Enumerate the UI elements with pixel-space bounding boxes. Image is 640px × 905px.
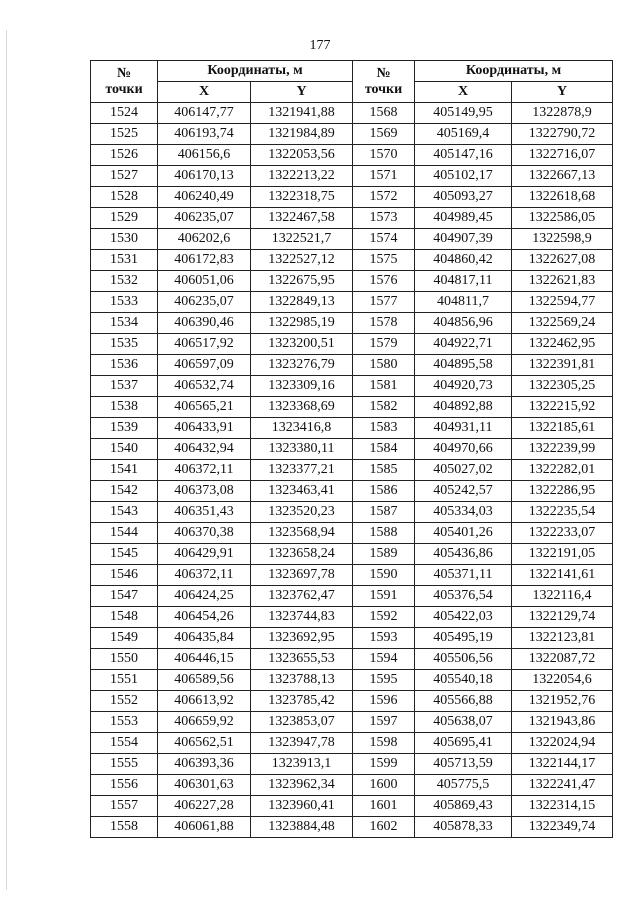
table-row [91, 439, 613, 460]
point-number-cell: 1541 [91, 460, 158, 481]
y-coordinate-cell: 1322849,13 [251, 292, 353, 313]
table-row [91, 649, 613, 670]
y-coordinate-cell: 1323762,47 [251, 586, 353, 607]
point-number-cell: 1551 [91, 670, 158, 691]
y-coordinate-cell: 1321984,89 [251, 124, 353, 145]
y-coordinate-cell: 1322716,07 [512, 145, 613, 166]
point-number-cell: 1568 [353, 103, 415, 124]
y-coordinate-cell: 1323200,51 [251, 334, 353, 355]
y-coordinate-cell: 1322144,17 [512, 754, 613, 775]
x-coordinate-cell: 406170,13 [158, 166, 251, 187]
table-row [91, 229, 613, 250]
x-header-left: X [158, 82, 251, 103]
x-coordinate-cell: 406235,07 [158, 292, 251, 313]
x-coordinate-cell: 406659,92 [158, 712, 251, 733]
point-number-cell: 1581 [353, 376, 415, 397]
table-row [91, 796, 613, 817]
point-number-cell: 1594 [353, 649, 415, 670]
y-coordinate-cell: 1322053,56 [251, 145, 353, 166]
y-coordinate-cell: 1323960,41 [251, 796, 353, 817]
point-number-cell: 1570 [353, 145, 415, 166]
x-coordinate-cell: 405540,18 [415, 670, 512, 691]
point-number-cell: 1577 [353, 292, 415, 313]
point-number-cell: 1571 [353, 166, 415, 187]
point-label: точки [105, 82, 143, 97]
point-number-cell: 1549 [91, 628, 158, 649]
x-coordinate-cell: 406565,21 [158, 397, 251, 418]
point-number-cell: 1553 [91, 712, 158, 733]
x-coordinate-cell: 405506,56 [415, 649, 512, 670]
y-coordinate-cell: 1323697,78 [251, 565, 353, 586]
point-number-cell: 1599 [353, 754, 415, 775]
point-number-cell: 1534 [91, 313, 158, 334]
y-coordinate-cell: 1322305,25 [512, 376, 613, 397]
x-coordinate-cell: 406240,49 [158, 187, 251, 208]
y-coordinate-cell: 1323309,16 [251, 376, 353, 397]
y-coordinate-cell: 1322675,95 [251, 271, 353, 292]
table-row [91, 586, 613, 607]
point-number-cell: 1529 [91, 208, 158, 229]
page-number: 177 [309, 38, 331, 53]
y-coordinate-cell: 1323785,42 [251, 691, 353, 712]
point-number-cell: 1537 [91, 376, 158, 397]
point-number-cell: 1542 [91, 481, 158, 502]
x-coordinate-cell: 405713,59 [415, 754, 512, 775]
table-row [91, 607, 613, 628]
y-coordinate-cell: 1322790,72 [512, 124, 613, 145]
y-coordinate-cell: 1322318,75 [251, 187, 353, 208]
table-row [91, 691, 613, 712]
y-coordinate-cell: 1322314,15 [512, 796, 613, 817]
x-coordinate-cell: 404860,42 [415, 250, 512, 271]
point-number-header-left [91, 61, 158, 103]
point-number-cell: 1531 [91, 250, 158, 271]
y-coordinate-cell: 1322191,05 [512, 544, 613, 565]
point-number-cell: 1586 [353, 481, 415, 502]
point-number-cell: 1527 [91, 166, 158, 187]
x-coordinate-cell: 405376,54 [415, 586, 512, 607]
y-coordinate-cell: 1322129,74 [512, 607, 613, 628]
x-coordinate-cell: 406372,11 [158, 460, 251, 481]
point-number-cell: 1525 [91, 124, 158, 145]
coordinates-table [90, 60, 613, 838]
point-number-cell: 1574 [353, 229, 415, 250]
point-number-cell: 1595 [353, 670, 415, 691]
y-coordinate-cell: 1322569,24 [512, 313, 613, 334]
y-coordinate-cell: 1323947,78 [251, 733, 353, 754]
point-number-cell: 1526 [91, 145, 158, 166]
table-row [91, 250, 613, 271]
x-coordinate-cell: 406172,83 [158, 250, 251, 271]
x-coordinate-cell: 406562,51 [158, 733, 251, 754]
x-coordinate-cell: 404931,11 [415, 418, 512, 439]
x-coordinate-cell: 406532,74 [158, 376, 251, 397]
y-coordinate-cell: 1322213,22 [251, 166, 353, 187]
x-coordinate-cell: 406227,28 [158, 796, 251, 817]
y-coordinate-cell: 1323744,83 [251, 607, 353, 628]
x-coordinate-cell: 404989,45 [415, 208, 512, 229]
x-coordinate-cell: 406446,15 [158, 649, 251, 670]
y-coordinate-cell: 1322123,81 [512, 628, 613, 649]
x-coordinate-cell: 405371,11 [415, 565, 512, 586]
point-number-cell: 1590 [353, 565, 415, 586]
x-coordinate-cell: 405869,43 [415, 796, 512, 817]
point-number-cell: 1539 [91, 418, 158, 439]
point-number-cell: 1587 [353, 502, 415, 523]
y-coordinate-cell: 1323658,24 [251, 544, 353, 565]
point-number-cell: 1524 [91, 103, 158, 124]
x-coordinate-cell: 405422,03 [415, 607, 512, 628]
point-number-cell: 1573 [353, 208, 415, 229]
table-row [91, 628, 613, 649]
y-coordinate-cell: 1323568,94 [251, 523, 353, 544]
x-coordinate-cell: 405566,88 [415, 691, 512, 712]
x-coordinate-cell: 405401,26 [415, 523, 512, 544]
y-coordinate-cell: 1323377,21 [251, 460, 353, 481]
table-row [91, 481, 613, 502]
y-coordinate-cell: 1322215,92 [512, 397, 613, 418]
x-coordinate-cell: 406589,56 [158, 670, 251, 691]
y-coordinate-cell: 1322627,08 [512, 250, 613, 271]
point-number-cell: 1535 [91, 334, 158, 355]
y-coordinate-cell: 1323853,07 [251, 712, 353, 733]
point-number-cell: 1538 [91, 397, 158, 418]
x-coordinate-cell: 406613,92 [158, 691, 251, 712]
x-coordinate-cell: 406454,26 [158, 607, 251, 628]
coordinates-header-left: Координаты, м [158, 61, 353, 82]
y-coordinate-cell: 1323692,95 [251, 628, 353, 649]
point-number-cell: 1592 [353, 607, 415, 628]
table-row [91, 754, 613, 775]
table-row [91, 544, 613, 565]
x-header-right: X [415, 82, 512, 103]
table-row [91, 775, 613, 796]
point-number-cell: 1589 [353, 544, 415, 565]
x-coordinate-cell: 406597,09 [158, 355, 251, 376]
y-coordinate-cell: 1322594,77 [512, 292, 613, 313]
scan-edge-line [6, 30, 7, 890]
x-coordinate-cell: 406061,88 [158, 817, 251, 838]
x-coordinate-cell: 405102,17 [415, 166, 512, 187]
y-coordinate-cell: 1323368,69 [251, 397, 353, 418]
point-number-header-right [353, 61, 415, 103]
point-number-cell: 1555 [91, 754, 158, 775]
y-coordinate-cell: 1322116,4 [512, 586, 613, 607]
y-coordinate-cell: 1322527,12 [251, 250, 353, 271]
y-coordinate-cell: 1322667,13 [512, 166, 613, 187]
point-number-cell: 1580 [353, 355, 415, 376]
x-coordinate-cell: 405334,03 [415, 502, 512, 523]
point-number-cell: 1548 [91, 607, 158, 628]
y-coordinate-cell: 1322467,58 [251, 208, 353, 229]
point-number-cell: 1558 [91, 817, 158, 838]
x-coordinate-cell: 404920,73 [415, 376, 512, 397]
y-coordinate-cell: 1322282,01 [512, 460, 613, 481]
x-coordinate-cell: 406373,08 [158, 481, 251, 502]
table-row [91, 355, 613, 376]
x-coordinate-cell: 405027,02 [415, 460, 512, 481]
x-coordinate-cell: 406435,84 [158, 628, 251, 649]
x-coordinate-cell: 406390,46 [158, 313, 251, 334]
point-number-cell: 1557 [91, 796, 158, 817]
table-row [91, 208, 613, 229]
point-number-cell: 1547 [91, 586, 158, 607]
y-coordinate-cell: 1322286,95 [512, 481, 613, 502]
x-coordinate-cell: 405878,33 [415, 817, 512, 838]
y-coordinate-cell: 1322141,61 [512, 565, 613, 586]
table-row [91, 523, 613, 544]
coordinates-header-right: Координаты, м [415, 61, 613, 82]
point-number-cell: 1533 [91, 292, 158, 313]
y-coordinate-cell: 1322054,6 [512, 670, 613, 691]
y-coordinate-cell: 1322349,74 [512, 817, 613, 838]
x-coordinate-cell: 406370,38 [158, 523, 251, 544]
x-coordinate-cell: 405169,4 [415, 124, 512, 145]
table-row [91, 124, 613, 145]
x-coordinate-cell: 404811,7 [415, 292, 512, 313]
x-coordinate-cell: 406372,11 [158, 565, 251, 586]
x-coordinate-cell: 405149,95 [415, 103, 512, 124]
x-coordinate-cell: 405495,19 [415, 628, 512, 649]
table-row [91, 670, 613, 691]
point-number-cell: 1584 [353, 439, 415, 460]
number-symbol: № [116, 66, 132, 81]
x-coordinate-cell: 406351,43 [158, 502, 251, 523]
table-row [91, 817, 613, 838]
x-coordinate-cell: 406432,94 [158, 439, 251, 460]
x-coordinate-cell: 406393,36 [158, 754, 251, 775]
point-number-cell: 1543 [91, 502, 158, 523]
point-number-cell: 1530 [91, 229, 158, 250]
point-label: точки [364, 82, 403, 97]
y-header-left: Y [251, 82, 353, 103]
point-number-cell: 1556 [91, 775, 158, 796]
y-coordinate-cell: 1322241,47 [512, 775, 613, 796]
x-coordinate-cell: 405093,27 [415, 187, 512, 208]
table-row [91, 103, 613, 124]
point-number-cell: 1588 [353, 523, 415, 544]
table-row [91, 460, 613, 481]
x-coordinate-cell: 405242,57 [415, 481, 512, 502]
point-number-cell: 1528 [91, 187, 158, 208]
table-row [91, 166, 613, 187]
y-coordinate-cell: 1322598,9 [512, 229, 613, 250]
x-coordinate-cell: 405775,5 [415, 775, 512, 796]
x-coordinate-cell: 405695,41 [415, 733, 512, 754]
y-coordinate-cell: 1322235,54 [512, 502, 613, 523]
y-coordinate-cell: 1322185,61 [512, 418, 613, 439]
table-row [91, 565, 613, 586]
x-coordinate-cell: 405638,07 [415, 712, 512, 733]
y-coordinate-cell: 1322024,94 [512, 733, 613, 754]
point-number-cell: 1536 [91, 355, 158, 376]
x-coordinate-cell: 404892,88 [415, 397, 512, 418]
y-coordinate-cell: 1323276,79 [251, 355, 353, 376]
point-number-cell: 1554 [91, 733, 158, 754]
table-row [91, 145, 613, 166]
y-coordinate-cell: 1322462,95 [512, 334, 613, 355]
y-coordinate-cell: 1322621,83 [512, 271, 613, 292]
x-coordinate-cell: 404922,71 [415, 334, 512, 355]
point-number-cell: 1532 [91, 271, 158, 292]
y-coordinate-cell: 1322586,05 [512, 208, 613, 229]
x-coordinate-cell: 404895,58 [415, 355, 512, 376]
y-coordinate-cell: 1323463,41 [251, 481, 353, 502]
point-number-cell: 1544 [91, 523, 158, 544]
y-coordinate-cell: 1323913,1 [251, 754, 353, 775]
point-number-cell: 1601 [353, 796, 415, 817]
table-row [91, 733, 613, 754]
x-coordinate-cell: 406424,25 [158, 586, 251, 607]
point-number-cell: 1576 [353, 271, 415, 292]
point-number-cell: 1579 [353, 334, 415, 355]
y-coordinate-cell: 1322239,99 [512, 439, 613, 460]
x-coordinate-cell: 404970,66 [415, 439, 512, 460]
table-row [91, 712, 613, 733]
x-coordinate-cell: 406202,6 [158, 229, 251, 250]
point-number-cell: 1598 [353, 733, 415, 754]
x-coordinate-cell: 406429,91 [158, 544, 251, 565]
y-coordinate-cell: 1322391,81 [512, 355, 613, 376]
table-row [91, 397, 613, 418]
x-coordinate-cell: 404907,39 [415, 229, 512, 250]
point-number-cell: 1600 [353, 775, 415, 796]
y-coordinate-cell: 1323520,23 [251, 502, 353, 523]
table-row [91, 292, 613, 313]
point-number-cell: 1550 [91, 649, 158, 670]
y-coordinate-cell: 1321952,76 [512, 691, 613, 712]
coordinates-table-body [91, 103, 613, 838]
point-number-cell: 1572 [353, 187, 415, 208]
point-number-cell: 1602 [353, 817, 415, 838]
x-coordinate-cell: 405147,16 [415, 145, 512, 166]
point-number-cell: 1593 [353, 628, 415, 649]
number-symbol: № [376, 66, 391, 81]
y-coordinate-cell: 1323380,11 [251, 439, 353, 460]
x-coordinate-cell: 406235,07 [158, 208, 251, 229]
table-row [91, 313, 613, 334]
y-coordinate-cell: 1322618,68 [512, 187, 613, 208]
y-coordinate-cell: 1323655,53 [251, 649, 353, 670]
y-coordinate-cell: 1323788,13 [251, 670, 353, 691]
table-row [91, 271, 613, 292]
y-coordinate-cell: 1321943,86 [512, 712, 613, 733]
x-coordinate-cell: 404817,11 [415, 271, 512, 292]
x-coordinate-cell: 406517,92 [158, 334, 251, 355]
x-coordinate-cell: 406433,91 [158, 418, 251, 439]
point-number-cell: 1540 [91, 439, 158, 460]
table-row [91, 502, 613, 523]
x-coordinate-cell: 405436,86 [415, 544, 512, 565]
point-number-cell: 1583 [353, 418, 415, 439]
x-coordinate-cell: 406147,77 [158, 103, 251, 124]
y-coordinate-cell: 1322985,19 [251, 313, 353, 334]
y-coordinate-cell: 1323884,48 [251, 817, 353, 838]
y-coordinate-cell: 1321941,88 [251, 103, 353, 124]
y-coordinate-cell: 1322878,9 [512, 103, 613, 124]
y-coordinate-cell: 1323416,8 [251, 418, 353, 439]
point-number-cell: 1591 [353, 586, 415, 607]
table-row [91, 334, 613, 355]
table-row [91, 376, 613, 397]
table-row [91, 418, 613, 439]
point-number-cell: 1585 [353, 460, 415, 481]
point-number-cell: 1582 [353, 397, 415, 418]
point-number-cell: 1569 [353, 124, 415, 145]
point-number-cell: 1546 [91, 565, 158, 586]
point-number-cell: 1596 [353, 691, 415, 712]
x-coordinate-cell: 404856,96 [415, 313, 512, 334]
x-coordinate-cell: 406193,74 [158, 124, 251, 145]
y-coordinate-cell: 1322521,7 [251, 229, 353, 250]
y-coordinate-cell: 1323962,34 [251, 775, 353, 796]
point-number-cell: 1545 [91, 544, 158, 565]
x-coordinate-cell: 406301,63 [158, 775, 251, 796]
point-number-cell: 1578 [353, 313, 415, 334]
point-number-cell: 1575 [353, 250, 415, 271]
point-number-cell: 1597 [353, 712, 415, 733]
x-coordinate-cell: 406051,06 [158, 271, 251, 292]
y-header-right: Y [512, 82, 613, 103]
table-row [91, 187, 613, 208]
y-coordinate-cell: 1322233,07 [512, 523, 613, 544]
y-coordinate-cell: 1322087,72 [512, 649, 613, 670]
point-number-cell: 1552 [91, 691, 158, 712]
x-coordinate-cell: 406156,6 [158, 145, 251, 166]
